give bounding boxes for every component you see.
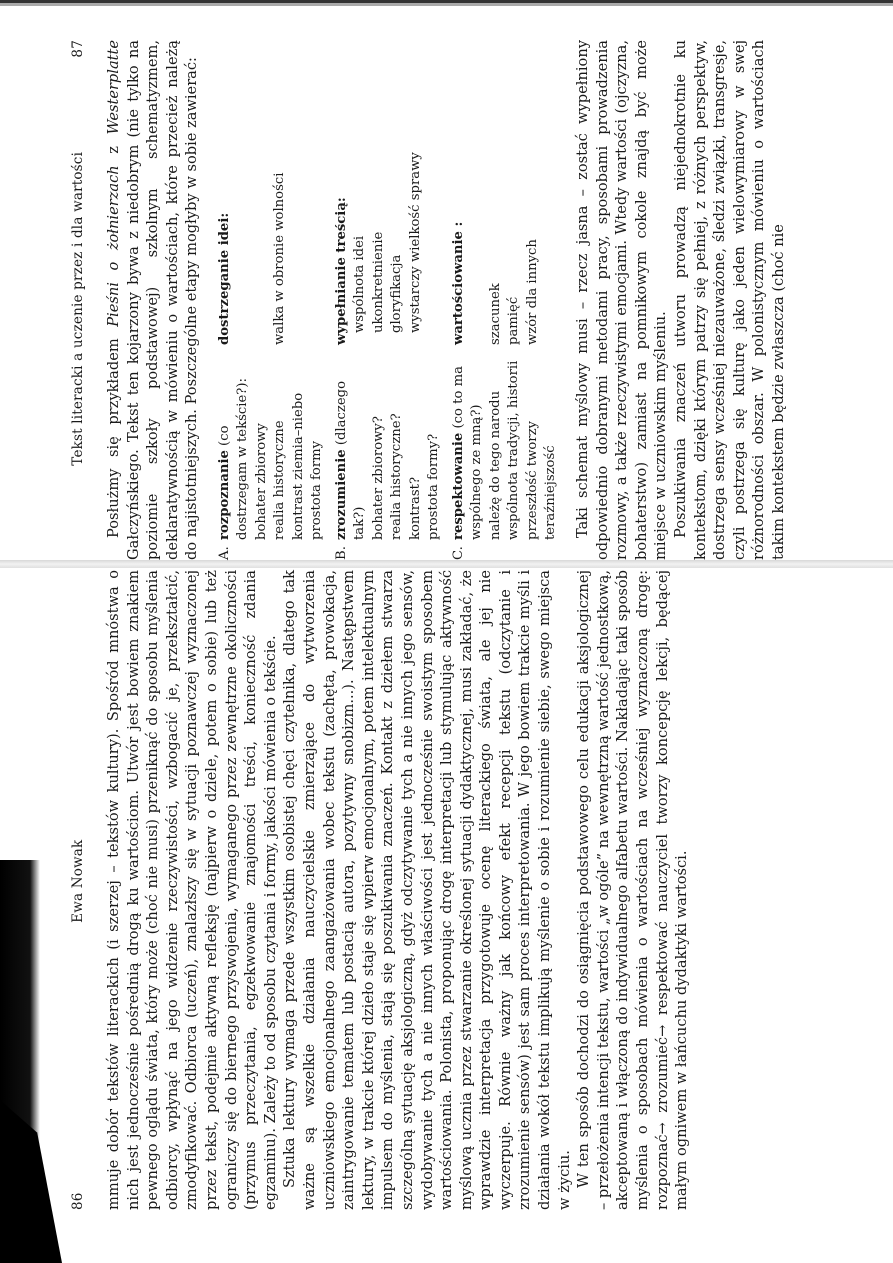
page-86 <box>70 570 850 1210</box>
page-number: 86 <box>70 1192 86 1210</box>
author-name: Ewa Nowak <box>70 839 86 923</box>
outline-section-b: B. zrozumienie (dlaczego tak?) bohater zbiorowy? realia historyczne? kontrast? prostota formy? wypełnianie treścią: wspólnota idei ukonkretnienie gloryfikacja wystarczy wielkość sprawy <box>333 152 442 560</box>
outline-section-a: A. rozpoznanie (co dostrzegam w tekście?): bohater zbiorowy realia historyczne kontrast ziemia–niebo prostota formy dostrzeganie idei: walka w obronie wolności <box>216 172 325 560</box>
running-header <box>70 40 86 560</box>
outline-section-c: C. respektowanie (co to ma wspólnego ze mną?) należę do tego narodu wspólnota tradycji, historii przeszłość tworzy teraźniejszość wartościowanie : szacunek pamięć wzór dla innych <box>450 221 559 560</box>
body-text <box>104 570 692 1210</box>
running-header <box>70 570 86 1210</box>
intro-paragraph: Posłużmy się przykładem Pieśni o żołnierzach z Westerplatte Gałczyńskiego. Tekst ten kojarzony bywa z niedobrym (nie tylko na poziomie szkoły podstawowej) szkolnym schematyzmem, deklaratywnością w mówieniu o wartościach, które przecież należą do najistotniejszych. Poszczególne etapy mogłyby w sobie zawierać: <box>105 39 201 560</box>
work-title: Westerplatte <box>105 39 122 135</box>
paragraph: Poszukiwania znaczeń utworu prowadzą niejednokrotnie ku kontekstom, dzięki którym patrzy się pełniej, z różnych perspektyw, dostrzega sensy wcześniej niezauważone, śledzi związki, transgresje, czyli postrzega się kulturę jako jeden wielowymiarowy w swej różnorodności obszar. W polonistycznym mówieniu o wartościach takim kontekstem będzie zwłaszcza (choć nie <box>671 40 787 560</box>
scan-edge-shadow <box>0 3 893 6</box>
running-head-title: Tekst literacki a uczenie przez i dla wartości <box>70 151 86 466</box>
paragraph: Sztuka lektury wymaga przede wszystkim osobistej chęci czytelnika, dlatego tak ważne są wszelkie działania nauczycielskie zmierzające do wytworzenia uczniowskiego emocjonalnego zaangażowania wobec tekstu (zachęta, prowokacja, zaintrygowanie tematem lub postacią autora, pozytywny snobizm...). Następstwem lektury, w trakcie której dzieło staje się wpierw emocjonalnym, potem intelektualnym impulsem do myślenia, stają się poszukiwania znaczeń. Kontakt z dziełem stwarza szczególną sytuację aksjologiczną, gdyż odczytywanie tych a nie innych jego sensów, wydobywanie tych a nie innych właściwości jest jednocześnie swoistym sposobem wartościowania. Polonista, proponując drogę interpretacji lub stymulując aktywność myślową ucznia przez stwarzanie określonej sytuacji dydaktycznej, musi zakładać, że wprawdzie interpretacja przygotowuje ocenę literackiego świata, ale jej nie wyczerpuje. Równie ważny jak końcowy efekt recepcji tekstu (odczytanie i zrozumienie sensów) jest sam proces interpretowania. W jego bowiem trakcie myśli i działania wokół tekstu implikują myślenie o sobie i rozumienie siebie, swego miejsca w życiu. <box>281 570 573 1210</box>
page-87 <box>70 40 860 560</box>
paragraph: W ten sposób dochodzi do osiągnięcia podstawowego celu edukacji aksjologicznej – przełożenia intencji tekstu, wartości „w ogóle” na wewnętrzną wartość jednostkową, akceptowaną i włączoną do indywidualnego alfabetu wartości. Nakładając taki sposób myślenia o sposobach mówienia o wartościach na wcześniej wyznaczoną drogę: rozpoznać→ zrozumieć→ respektować nauczyciel tworzy koncepcję lekcji, będącej małym ogniwem w łańcuchu dydaktyki wartości. <box>575 569 691 1210</box>
paragraph: mmuje dobór tekstów literackich (i szerzej – tekstów kultury). Spośród mnóstwa o nich jest jednocześnie pośrednią drogą ku wartościom. Utwór jest bowiem znakiem pewnego oglądu świata, który może (choć nie musi) przeniknąć do sposobu myślenia odbiorcy, wpłynąć na jego widzenie rzeczywistości, wzbogacić je, przekształcić, zmodyfikować. Odbiorca (uczeń), znalazłszy się w sytuacji poznawczej wyznaczonej przez tekst, podejmie aktywną refleksję (najpierw o dziele, potem o sobie) lub też ograniczy się do biernego przyswojenia, wymaganego przez zewnętrzne okoliczności (przymus przeczytania, egzekwowanie znajomości treści, konieczność zdania egzaminu). Zależy to od sposobu czytania i formy, jakości mówienia o tekście. <box>105 570 279 1210</box>
page-number: 87 <box>70 40 86 58</box>
work-title: Pieśni o żołnierzach <box>105 165 122 327</box>
paragraph: Taki schemat myślowy musi – rzecz jasna – zostać wypełniony odpowiednio dobranymi metodami pracy, sposobami prowadzenia rozmowy, a także rzeczywistymi emocjami. Wtedy wartości (ojczyzna, bohaterstwo) zamiast na pomnikowym cokole znajdą być może miejsce w uczniowskim myśleniu. <box>573 40 670 560</box>
book-spine <box>0 560 893 568</box>
analysis-outline <box>216 40 561 560</box>
body-text <box>104 40 789 560</box>
